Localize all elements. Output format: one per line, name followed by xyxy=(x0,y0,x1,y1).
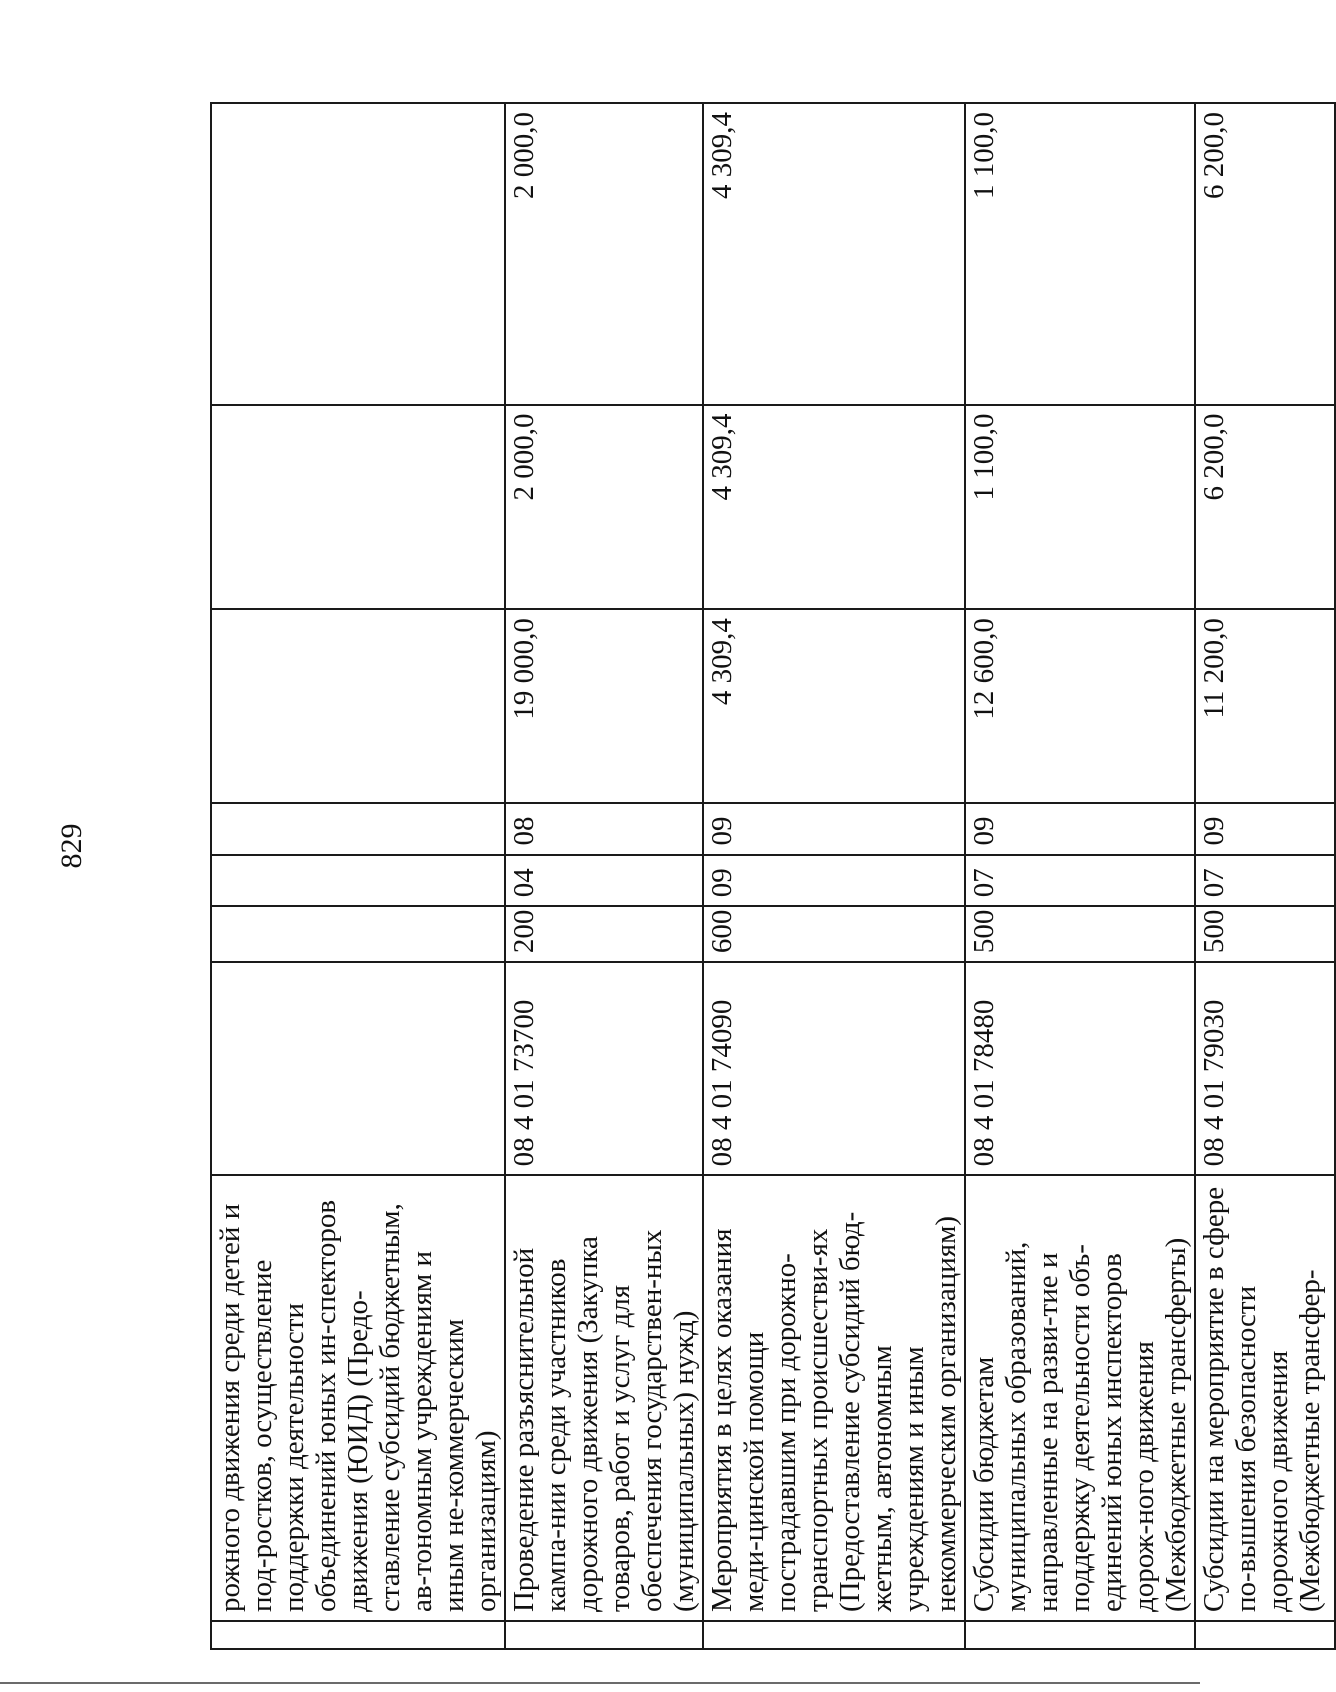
section-cell: 04 xyxy=(505,855,703,907)
item-name-cell: рожного движения среди детей и под-ростков, осуществление поддержки деятельности объединений юных ин-спекторов движения (ЮИД) (Предо-ставление субсидий бюджетным, ав-тономным учреждениям и иным не-коммерческим организациям) xyxy=(211,1175,505,1621)
section-cell: 07 xyxy=(1195,855,1335,907)
amount-cell-1 xyxy=(211,609,505,803)
budget-table xyxy=(210,102,1336,1650)
amount-cell-1: 12 600,0 xyxy=(965,609,1195,803)
table-row xyxy=(965,103,1195,1649)
page-number: 829 xyxy=(55,823,88,869)
index-cell xyxy=(1195,1621,1335,1649)
table-row xyxy=(1195,103,1335,1649)
amount-cell-2: 1 100,0 xyxy=(965,405,1195,610)
amount-cell-3: 4 309,4 xyxy=(703,103,965,405)
expense-type-cell: 600 xyxy=(703,906,965,962)
amount-cell-2: 6 200,0 xyxy=(1195,405,1335,610)
index-cell xyxy=(505,1621,703,1649)
page-bottom-rule xyxy=(0,1682,1200,1684)
index-cell xyxy=(703,1621,965,1649)
expense-type-cell: 500 xyxy=(1195,906,1335,962)
amount-cell-3: 2 000,0 xyxy=(505,103,703,405)
table-row xyxy=(211,103,505,1649)
budget-table-rotated xyxy=(210,102,1326,1650)
program-code-cell: 08 4 01 73700 xyxy=(505,962,703,1175)
item-name-cell: Мероприятия в целях оказания меди-цинской помощи пострадавшим при дорожно-транспортных происшестви-ях (Предоставление субсидий бюд-жетным, автономным учреждениям и иным некоммерческим организациям) xyxy=(703,1175,965,1621)
subsection-cell: 09 xyxy=(1195,803,1335,855)
amount-cell-2: 4 309,4 xyxy=(703,405,965,610)
table-row xyxy=(703,103,965,1649)
section-cell xyxy=(211,855,505,907)
amount-cell-2: 2 000,0 xyxy=(505,405,703,610)
subsection-cell: 08 xyxy=(505,803,703,855)
program-code-cell: 08 4 01 78480 xyxy=(965,962,1195,1175)
subsection-cell: 09 xyxy=(703,803,965,855)
subsection-cell xyxy=(211,803,505,855)
item-name-cell: Субсидии бюджетам муниципальных образований, направленные на разви-тие и поддержку деятельности объ-единений юных инспекторов дорож-ного движения (Межбюджетные трансферты) xyxy=(965,1175,1195,1621)
expense-type-cell: 200 xyxy=(505,906,703,962)
section-cell: 09 xyxy=(703,855,965,907)
item-name-cell: Субсидии на мероприятие в сфере по-вышения безопасности дорожного движения (Межбюджетные трансфер- xyxy=(1195,1175,1335,1621)
program-code-cell: 08 4 01 74090 xyxy=(703,962,965,1175)
section-cell: 07 xyxy=(965,855,1195,907)
program-code-cell: 08 4 01 79030 xyxy=(1195,962,1335,1175)
amount-cell-2 xyxy=(211,405,505,610)
amount-cell-3: 1 100,0 xyxy=(965,103,1195,405)
amount-cell-1: 4 309,4 xyxy=(703,609,965,803)
amount-cell-1: 19 000,0 xyxy=(505,609,703,803)
table-row xyxy=(505,103,703,1649)
expense-type-cell: 500 xyxy=(965,906,1195,962)
expense-type-cell xyxy=(211,906,505,962)
item-name-cell: Проведение разъяснительной кампа-нии среди участников дорожного движения (Закупка товаров, работ и услуг для обеспечения государствен-ных (муниципальных) нужд) xyxy=(505,1175,703,1621)
subsection-cell: 09 xyxy=(965,803,1195,855)
index-cell xyxy=(211,1621,505,1649)
amount-cell-1: 11 200,0 xyxy=(1195,609,1335,803)
amount-cell-3 xyxy=(211,103,505,405)
amount-cell-3: 6 200,0 xyxy=(1195,103,1335,405)
program-code-cell xyxy=(211,962,505,1175)
index-cell xyxy=(965,1621,1195,1649)
